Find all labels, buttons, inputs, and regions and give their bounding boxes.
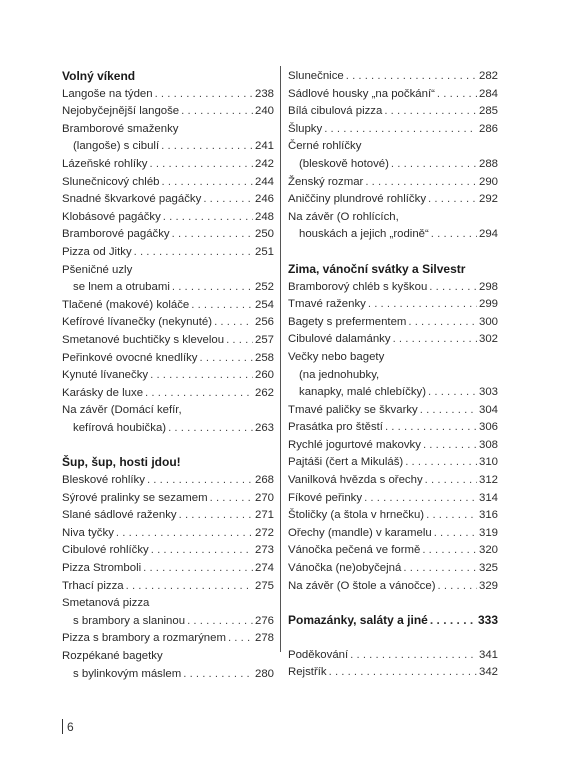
entry-page-number: 302 [478, 333, 498, 346]
leader-dots [187, 613, 253, 631]
toc-entry [62, 595, 274, 630]
toc-entry [62, 350, 274, 368]
toc-entry [288, 68, 498, 86]
section-title-line [288, 612, 498, 630]
section-title: Pomazánky, saláty a jiné [288, 613, 428, 628]
entry-page-number: 308 [478, 438, 498, 451]
toc-entry-line [62, 630, 274, 648]
leader-dots [116, 525, 253, 543]
toc-entry-line [62, 86, 274, 104]
entry-page-number: 298 [478, 280, 498, 293]
leader-dots [403, 560, 477, 578]
entry-title: kanapky, malé chlebíčky) [299, 386, 427, 399]
leader-dots [210, 490, 253, 508]
entry-title: s brambory a slaninou [73, 614, 186, 627]
entry-page-number: 282 [478, 70, 498, 82]
leader-dots [365, 174, 477, 192]
section-title: Zima, vánoční svátky a Silvestr [288, 261, 466, 276]
entry-title: Langoše na týden [62, 87, 153, 100]
toc-right-column [288, 68, 498, 682]
toc-entry [288, 578, 498, 596]
toc-entry-line [288, 490, 498, 508]
toc-entry-line [288, 296, 498, 314]
toc-entry-line [62, 385, 274, 403]
toc-entry-line [62, 507, 274, 525]
entry-page-number: 250 [254, 228, 274, 241]
toc-entry [62, 174, 274, 192]
toc-entry [288, 314, 498, 332]
toc-entry [288, 664, 498, 682]
toc-entry-line [62, 578, 274, 596]
entry-page-number: 262 [254, 386, 274, 399]
toc-entry-line [288, 156, 498, 174]
toc-entry [62, 578, 274, 596]
toc-entry-line [62, 191, 274, 209]
toc-entry-line [288, 454, 498, 472]
leader-dots [429, 279, 477, 297]
section-gap [62, 437, 274, 454]
entry-page-number: 294 [478, 228, 498, 241]
entry-title: Pšeničné uzly [62, 263, 133, 276]
toc-entry-line [62, 350, 274, 368]
leader-dots [183, 666, 253, 684]
toc-entry-line [288, 542, 498, 560]
leader-dots [155, 86, 253, 104]
toc-entry-line [288, 419, 498, 437]
entry-title: Smetanová pizza [62, 597, 150, 610]
leader-dots [172, 226, 253, 244]
entry-page-number: 260 [254, 369, 274, 382]
toc-entry-line [62, 103, 274, 121]
entry-page-number: 325 [478, 562, 498, 575]
entry-title: Karásky de luxe [62, 386, 144, 399]
toc-entry [62, 490, 274, 508]
toc-entry [288, 419, 498, 437]
entry-title: Lázeňské rohlíky [62, 157, 148, 170]
toc-entry-line [288, 402, 498, 420]
entry-title: Bramborové smaženky [62, 122, 179, 135]
entry-title: (langoše) s cibulí [73, 140, 160, 153]
footer-bar [62, 719, 63, 734]
entry-page-number: 285 [478, 105, 498, 118]
toc-entry-line [62, 314, 274, 332]
entry-page-number: 303 [478, 386, 498, 399]
entry-title: Snadné škvarkové pagáčky [62, 193, 202, 206]
toc-entry [62, 507, 274, 525]
leader-dots [428, 384, 477, 402]
entry-page-number: 246 [254, 193, 274, 206]
entry-page-number: 268 [254, 474, 274, 487]
entry-title: Vánočka pečená ve formě [288, 544, 421, 557]
toc-entry [62, 525, 274, 543]
toc-entry-line [62, 560, 274, 578]
toc-entry [288, 349, 498, 402]
entry-title: Tmavé raženky [288, 298, 366, 311]
entry-title: Bramborové pagáčky [62, 228, 170, 241]
leader-dots [434, 525, 477, 543]
leader-dots [408, 314, 477, 332]
entry-title: Niva tyčky [62, 526, 114, 539]
toc-entry-line [288, 121, 498, 139]
toc-entry-line [288, 103, 498, 121]
entry-title: Pajtáši (čert a Mikuláš) [288, 456, 404, 469]
toc-left-column [62, 68, 274, 683]
entry-page-number: 273 [254, 544, 274, 557]
entry-page-number: 312 [478, 474, 498, 487]
entry-title: Cibulové rohlíčky [62, 544, 149, 557]
toc-entry-line [62, 472, 274, 490]
page-number: 6 [67, 719, 74, 734]
leader-dots [324, 121, 477, 139]
toc-entry [288, 174, 498, 192]
toc-entry-line [288, 507, 498, 525]
toc-entry-line [288, 191, 498, 209]
entry-title: Ořechy (mandle) v karamelu [288, 526, 432, 539]
leader-dots [431, 226, 477, 244]
leader-dots [145, 385, 253, 403]
entry-title: Tmavé paličky se škvarky [288, 403, 418, 416]
leader-dots [422, 542, 477, 560]
leader-dots [437, 86, 477, 104]
toc-entry-line [62, 490, 274, 508]
section-title: Volný víkend [62, 69, 136, 83]
toc-entry [62, 156, 274, 174]
leader-dots [420, 402, 477, 420]
leader-dots [151, 542, 253, 560]
entry-title: Bílá cibulová pizza [288, 105, 383, 118]
leader-dots [364, 490, 477, 508]
leader-dots [393, 331, 477, 349]
entry-title: Pizza od Jitky [62, 245, 132, 258]
leader-dots [228, 630, 253, 648]
toc-entry-line [288, 279, 498, 297]
entry-page-number: 290 [478, 175, 498, 188]
entry-title: Bagety s prefermentem [288, 315, 407, 328]
toc-entry [288, 454, 498, 472]
section-page-number: 333 [477, 613, 498, 628]
leader-dots [384, 103, 477, 121]
toc-entry-line [288, 472, 498, 490]
entry-page-number: 258 [254, 351, 274, 364]
entry-page-number: 238 [254, 87, 274, 100]
leader-dots [226, 332, 253, 350]
entry-title: (bleskově hotové) [299, 157, 389, 170]
leader-dots [161, 138, 253, 156]
entry-title: Pizza s brambory a rozmarýnem [62, 632, 226, 645]
entry-page-number: 284 [478, 87, 498, 100]
entry-page-number: 306 [478, 421, 498, 434]
entry-page-number: 270 [254, 491, 274, 504]
toc-entry [288, 103, 498, 121]
entry-title: Peřinkové ovocné knedlíky [62, 351, 198, 364]
entry-page-number: 248 [254, 210, 274, 223]
entry-page-number: 275 [254, 579, 274, 592]
toc-entry [288, 209, 498, 244]
entry-title: Vánočka (ne)obyčejná [288, 562, 402, 575]
leader-dots [438, 578, 477, 596]
toc-entry-line [288, 86, 498, 104]
toc-entry [62, 297, 274, 315]
toc-entry-line [62, 209, 274, 227]
leader-dots [329, 664, 477, 682]
entry-page-number: 240 [254, 105, 274, 118]
toc-entry [288, 138, 498, 173]
leader-dots [346, 68, 477, 86]
toc-entry-line [288, 578, 498, 596]
leader-dots [149, 156, 253, 174]
page-footer [62, 719, 74, 734]
entry-page-number: 314 [478, 491, 498, 504]
toc-entry-line [62, 156, 274, 174]
toc-entry [62, 332, 274, 350]
entry-title: Rychlé jogurtové makovky [288, 438, 421, 451]
toc-entry [62, 244, 274, 262]
entry-title: s bylinkovým máslem [73, 667, 182, 680]
entry-title: (na jednohubky, [299, 368, 380, 381]
section-gap [288, 630, 498, 647]
entry-page-number: 316 [478, 509, 498, 522]
entry-title: Nejobyčejnější langoše [62, 105, 180, 118]
toc-entry [288, 296, 498, 314]
entry-title: Aniččiny plundrové rohlíčky [288, 193, 427, 206]
section-title: Šup, šup, hosti jdou! [62, 455, 181, 470]
toc-entry [62, 86, 274, 104]
entry-title: Slané sádlové raženky [62, 509, 177, 522]
toc-entry [62, 630, 274, 648]
toc-entry-line [62, 279, 274, 297]
leader-dots [425, 472, 477, 490]
entry-page-number: 292 [478, 193, 498, 206]
entry-title: Prasátka pro štěstí [288, 421, 383, 434]
entry-title: Sýrové pralinky se sezamem [62, 491, 208, 504]
entry-title: houskách a jejich „rodině“ [299, 228, 429, 241]
toc-entry [62, 314, 274, 332]
leader-dots [391, 156, 477, 174]
entry-page-number: 342 [478, 666, 498, 679]
entry-title: Ženský rozmar [288, 175, 364, 188]
toc-entry-line [62, 138, 274, 156]
toc-entry [288, 542, 498, 560]
entry-title: Pizza Stromboli [62, 562, 142, 575]
entry-title: Štoličky (a štola v hrnečku) [288, 509, 425, 522]
entry-title: Klobásové pagáčky [62, 210, 161, 223]
toc-entry-line [62, 226, 274, 244]
leader-dots [179, 507, 253, 525]
toc-entry [62, 367, 274, 385]
entry-page-number: 244 [254, 175, 274, 188]
entry-page-number: 320 [478, 544, 498, 557]
toc-entry [288, 490, 498, 508]
leader-dots [150, 367, 253, 385]
toc-entry [288, 331, 498, 349]
toc-entry-line [62, 297, 274, 315]
entry-title: Cibulové dalamánky [288, 333, 391, 346]
entry-page-number: 319 [478, 526, 498, 539]
toc-entry [288, 279, 498, 297]
entry-title: Slunečnicový chléb [62, 175, 160, 188]
entry-title: Fíkové peřinky [288, 491, 363, 504]
toc-entry-line [62, 666, 274, 684]
toc-entry [62, 385, 274, 403]
entry-page-number: 341 [478, 648, 498, 661]
toc-entry-line [62, 244, 274, 262]
toc-entry-line [288, 384, 498, 402]
entry-page-number: 271 [254, 509, 274, 522]
entry-page-number: 276 [254, 614, 274, 627]
leader-dots [172, 279, 253, 297]
entry-page-number: 252 [254, 281, 274, 294]
toc-entry [62, 472, 274, 490]
entry-title: Sádlové housky „na počkání“ [288, 87, 435, 100]
leader-dots [385, 419, 477, 437]
toc-entry [288, 507, 498, 525]
entry-page-number: 278 [254, 632, 274, 645]
entry-page-number: 310 [478, 456, 498, 469]
toc-entry-line [288, 437, 498, 455]
toc-entry-line [62, 420, 274, 438]
leader-dots [350, 647, 477, 665]
leader-dots [405, 454, 477, 472]
entry-page-number: 304 [478, 403, 498, 416]
leader-dots [426, 507, 477, 525]
toc-entry-line [288, 314, 498, 332]
leader-dots [430, 612, 476, 630]
entry-page-number: 274 [254, 562, 274, 575]
entry-page-number: 288 [478, 157, 498, 170]
entry-title: Trhací pizza [62, 579, 124, 592]
entry-title: se lnem a otrubami [73, 281, 170, 294]
entry-page-number: 241 [254, 140, 274, 153]
entry-title: Na závěr (Domácí kefír, [62, 404, 182, 417]
toc-entry [288, 402, 498, 420]
entry-title: kefírová houbička) [73, 421, 167, 434]
entry-title: Večky nebo bagety [288, 350, 385, 363]
entry-page-number: 257 [254, 333, 274, 346]
toc-entry [62, 542, 274, 560]
toc-entry [62, 121, 274, 156]
toc-entry [62, 402, 274, 437]
toc-entry [288, 560, 498, 578]
toc-entry [288, 472, 498, 490]
leader-dots [368, 296, 477, 314]
entry-page-number: 300 [478, 315, 498, 328]
toc-entry [62, 226, 274, 244]
column-divider [280, 66, 281, 652]
entry-page-number: 254 [254, 298, 274, 311]
leader-dots [191, 297, 253, 315]
entry-title: Černé rohlíčky [288, 140, 362, 153]
section-gap [288, 595, 498, 612]
toc-entry-line [62, 174, 274, 192]
toc-entry [288, 86, 498, 104]
toc-entry-line [62, 613, 274, 631]
leader-dots [200, 350, 253, 368]
toc-entry-line [288, 525, 498, 543]
entry-title: Kefírové lívanečky (nekynuté) [62, 316, 213, 329]
entry-title: Šlupky [288, 122, 323, 135]
entry-title: Smetanové buchtičky s klevelou [62, 333, 225, 346]
entry-page-number: 280 [254, 667, 274, 680]
entry-title: Na závěr (O rohlících, [288, 210, 399, 223]
entry-title: Na závěr (O štole a vánočce) [288, 579, 436, 592]
entry-title: Kynuté lívanečky [62, 369, 149, 382]
entry-page-number: 263 [254, 421, 274, 434]
toc-entry [288, 121, 498, 139]
toc-entry [288, 647, 498, 665]
section-gap [288, 244, 498, 261]
entry-title: Vanilková hvězda s ořechy [288, 474, 423, 487]
entry-page-number: 242 [254, 157, 274, 170]
toc-entry-line [62, 332, 274, 350]
toc-entry [62, 103, 274, 121]
toc-entry [62, 262, 274, 297]
toc-entry-line [288, 647, 498, 665]
leader-dots [168, 420, 253, 438]
toc-entry-line [288, 664, 498, 682]
leader-dots [181, 103, 253, 121]
entry-page-number: 251 [254, 245, 274, 258]
entry-title: Rejstřík [288, 666, 327, 679]
leader-dots [163, 209, 253, 227]
entry-page-number: 286 [478, 122, 498, 135]
toc-entry-line [288, 226, 498, 244]
toc-entry-line [62, 525, 274, 543]
toc-entry [288, 525, 498, 543]
leader-dots [126, 578, 253, 596]
entry-title: Tlačené (makové) koláče [62, 298, 190, 311]
entry-page-number: 256 [254, 316, 274, 329]
toc-entry-line [288, 560, 498, 578]
leader-dots [134, 244, 253, 262]
leader-dots [214, 314, 253, 332]
toc-entry [62, 209, 274, 227]
toc-entry-line [288, 68, 498, 86]
entry-title: Bleskové rohlíky [62, 474, 145, 487]
entry-title: Slunečnice [288, 70, 344, 82]
toc-entry [62, 560, 274, 578]
toc-entry-line [62, 367, 274, 385]
entry-page-number: 329 [478, 579, 498, 592]
leader-dots [423, 437, 477, 455]
toc-entry-line [288, 174, 498, 192]
leader-dots [428, 191, 477, 209]
entry-page-number: 299 [478, 298, 498, 311]
leader-dots [162, 174, 253, 192]
toc-entry [62, 648, 274, 683]
entry-page-number: 272 [254, 526, 274, 539]
leader-dots [143, 560, 253, 578]
toc-entry [288, 437, 498, 455]
entry-title: Bramborový chléb s kyškou [288, 280, 428, 293]
toc-entry-line [288, 331, 498, 349]
leader-dots [203, 191, 253, 209]
toc-entry [62, 191, 274, 209]
entry-title: Rozpékané bagetky [62, 650, 163, 662]
toc-entry [288, 191, 498, 209]
entry-title: Poděkování [288, 648, 349, 661]
toc-entry-line [62, 542, 274, 560]
leader-dots [147, 472, 253, 490]
